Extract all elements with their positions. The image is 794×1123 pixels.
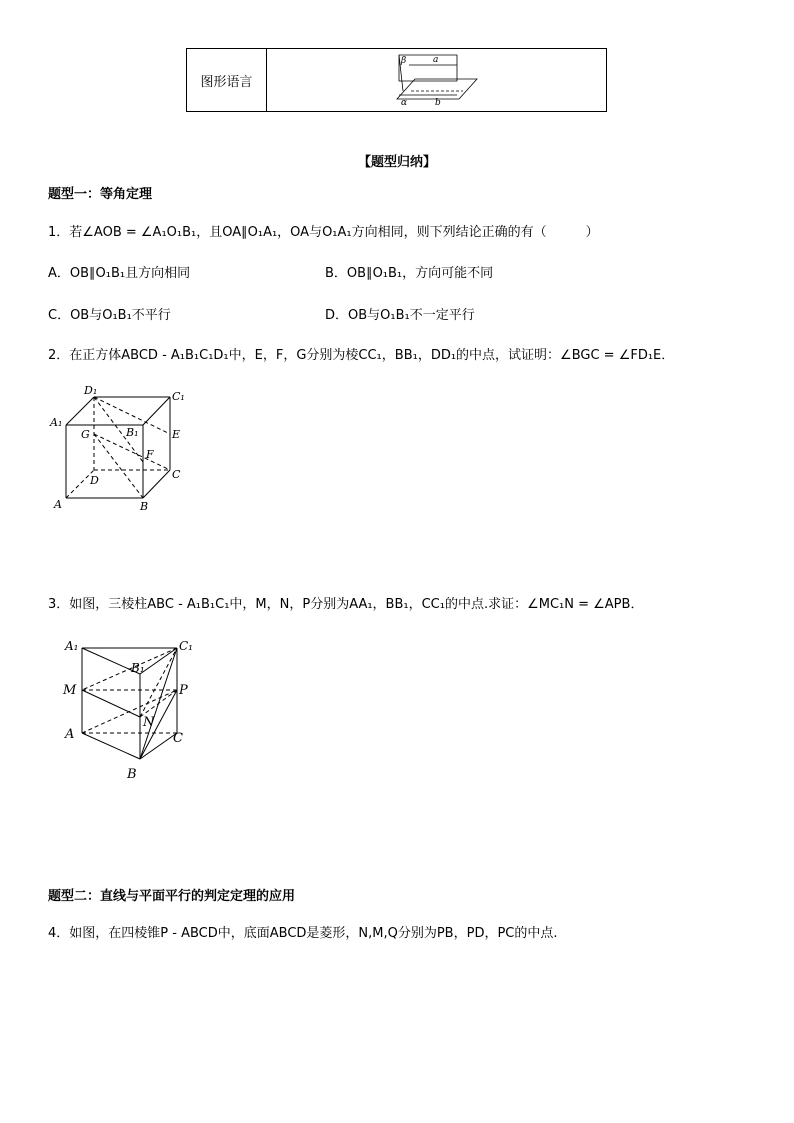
prism-label-N: N xyxy=(143,715,155,730)
cube-label-E: E xyxy=(172,428,181,441)
prism-label-A1: A₁ xyxy=(65,639,79,653)
q2-text: 2．在正方体ABCD - A₁B₁C₁D₁中，E，F，G分别为棱CC₁，BB₁，DD₁的中点，试证明：∠BGC = ∠FD₁E． xyxy=(48,348,675,363)
section-title: 【题型归纳】 xyxy=(357,155,436,170)
prism-label-C: C xyxy=(173,731,183,746)
cube-label-B1: B₁ xyxy=(126,426,139,439)
cube-label-C1: C₁ xyxy=(172,390,185,403)
q4-text: 4．如图，在四棱锥P - ABCD中，底面ABCD是菱形，N,M,Q分别为PB，PD，PC的中点. xyxy=(48,926,558,941)
label-beta: β xyxy=(401,56,407,66)
cube-label-D1: D₁ xyxy=(84,384,98,397)
prism-label-P: P xyxy=(179,683,188,698)
prism-label-A: A xyxy=(65,727,75,742)
q1-option-c[interactable]: C．OB与O₁B₁不平行 xyxy=(48,308,171,323)
q1-option-b[interactable]: B．OB∥O₁B₁，方向可能不同 xyxy=(325,266,494,281)
q3-text: 3．如图，三棱柱ABC - A₁B₁C₁中，M，N，P分别为AA₁，BB₁，CC₁的中点.求证：∠MC₁N = ∠APB． xyxy=(48,597,644,612)
cube-figure xyxy=(48,380,198,515)
label-b: b xyxy=(435,98,441,108)
figure-language-table xyxy=(186,48,607,112)
type2-heading: 题型二：直线与平面平行的判定定理的应用 xyxy=(48,889,296,904)
parallel-planes-figure xyxy=(377,51,487,109)
prism-label-M: M xyxy=(63,683,77,698)
cube-label-D: D xyxy=(90,474,99,487)
label-a: a xyxy=(433,55,439,65)
prism-label-B: B xyxy=(127,767,137,782)
cube-label-F: F xyxy=(146,448,154,461)
label-alpha: α xyxy=(401,98,408,108)
prism-figure xyxy=(55,632,205,782)
prism-label-C1: C₁ xyxy=(179,639,193,653)
q1-option-a[interactable]: A．OB∥O₁B₁且方向相同 xyxy=(48,266,191,281)
table-label: 图形语言 xyxy=(187,49,267,111)
type1-heading: 题型一：等角定理 xyxy=(48,187,153,202)
q1-text: 1．若∠AOB = ∠A₁O₁B₁，且OA∥O₁A₁，OA与O₁A₁方向相同，则下列结论正确的有（ ） xyxy=(48,225,599,240)
cube-label-B: B xyxy=(140,500,149,513)
cube-label-A: A xyxy=(54,498,62,511)
cube-label-A1: A₁ xyxy=(50,416,63,429)
cube-label-G: G xyxy=(81,428,90,441)
q1-option-d[interactable]: D．OB与O₁B₁不一定平行 xyxy=(325,308,475,323)
cube-label-C: C xyxy=(172,468,181,481)
prism-label-B1: B₁ xyxy=(131,661,145,675)
